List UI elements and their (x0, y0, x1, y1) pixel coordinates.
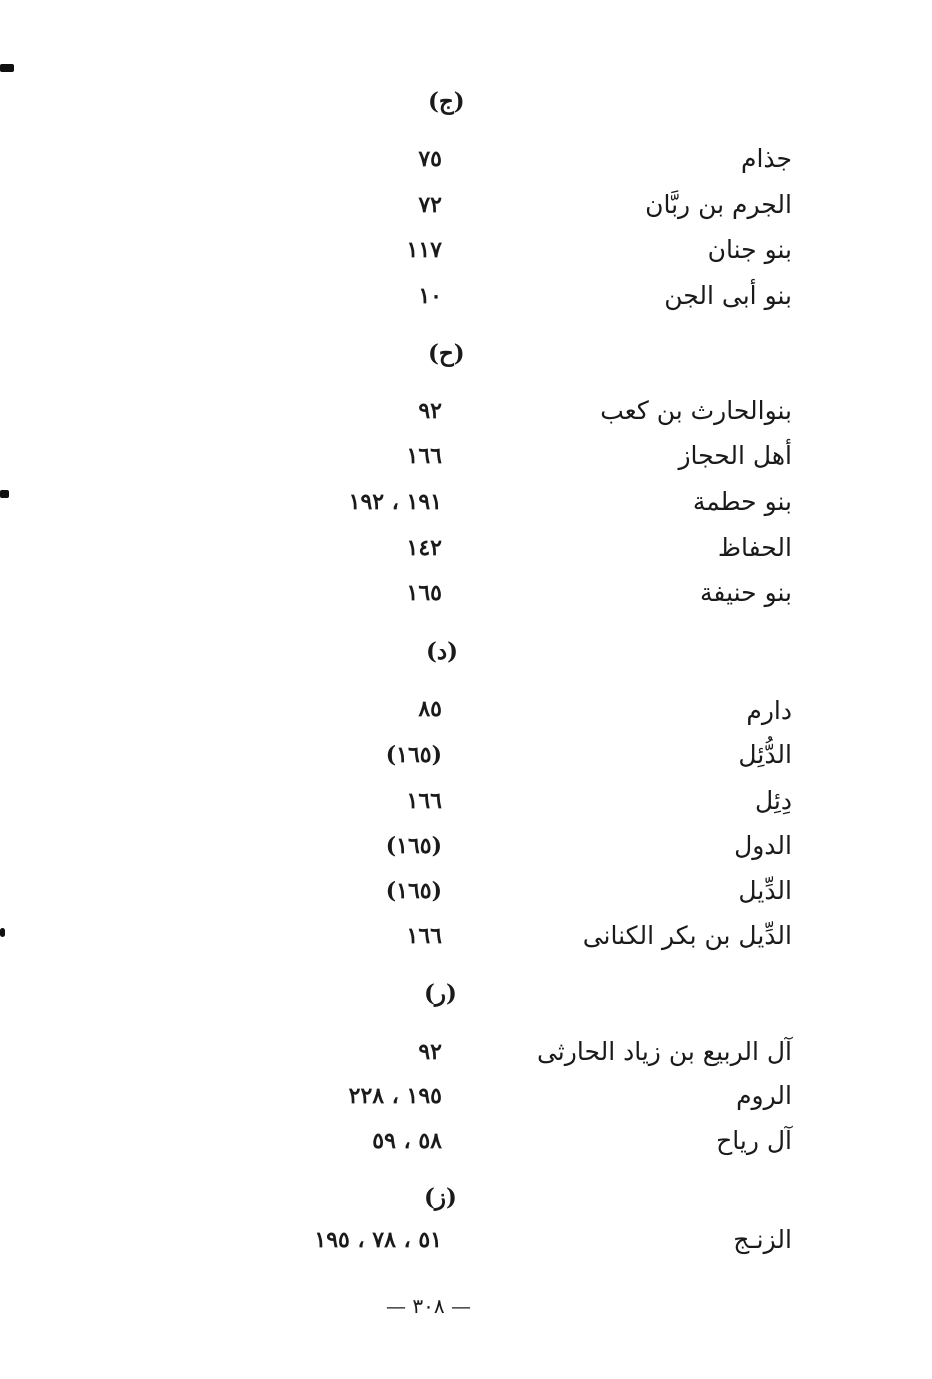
index-entry-pages: ٧٢ (418, 192, 442, 218)
index-entry-pages: ١٦٦ (406, 788, 442, 814)
index-entry-pages: (١٦٥) (385, 878, 442, 904)
index-entry-pages: ١١٧ (406, 237, 442, 263)
index-entry-pages: ٧٥ (418, 146, 442, 172)
index-entry-name: دِئِل (754, 786, 792, 815)
index-entry-name: بنوالحارث بن كعب (600, 396, 792, 425)
index-entry-pages: ١٤٢ (406, 535, 442, 561)
index-entry-pages: ٩٢ (418, 398, 442, 424)
index-entry-name: الزنـج (733, 1225, 792, 1254)
section-header-zay: (ز) (424, 1184, 457, 1211)
index-entry-name: بنو أبى الجن (664, 281, 792, 310)
index-entry-pages: ٨٥ (418, 696, 442, 722)
index-entry-name: الروم (736, 1081, 792, 1110)
index-entry-name: بنو جنان (707, 235, 792, 264)
index-entry-pages: ١٩٥ ، ٢٢٨ (348, 1083, 442, 1109)
index-entry-name: الدِّيل (738, 876, 792, 905)
index-entry-pages: ١٦٦ (406, 443, 442, 469)
index-entry-name: دارم (746, 696, 792, 725)
index-entry-pages: ١٦٥ (406, 580, 442, 606)
index-entry-name: آل الربيع بن زياد الحارثى (536, 1037, 792, 1066)
index-entry-name: بنو حطمة (692, 487, 792, 516)
scan-edge-mark (0, 64, 14, 72)
section-header-dal: (د) (426, 638, 459, 665)
index-entry-name: الدُّئِل (738, 740, 792, 769)
index-entry-pages: (١٦٥) (385, 833, 442, 859)
scan-edge-mark (0, 490, 9, 498)
index-entry-pages: ٥١ ، ٧٨ ، ١٩٥ (314, 1227, 442, 1253)
index-entry-pages: (١٦٥) (385, 742, 442, 768)
index-entry-name: الدِّيل بن بكر الكنانى (582, 921, 792, 950)
index-entry-name: أهل الحجاز (678, 441, 792, 470)
index-entry-name: الجرم بن ربَّان (645, 190, 792, 219)
index-entry-name: الدول (734, 831, 792, 860)
index-entry-pages: ١٦٦ (406, 923, 442, 949)
page-number: — ٣٠٨ — (386, 1294, 471, 1318)
section-header-jim: (ج) (428, 88, 465, 115)
index-entry-name: آل رياح (716, 1126, 792, 1155)
index-entry-pages: ٥٨ ، ٥٩ (372, 1128, 442, 1154)
section-header-ha: (ح) (428, 340, 465, 367)
index-entry-name: جذام (740, 144, 792, 173)
index-entry-name: بنو حنيفة (700, 578, 792, 607)
index-entry-name: الحفاظ (717, 533, 792, 562)
index-entry-pages: ١٩١ ، ١٩٢ (348, 489, 442, 515)
index-entry-pages: ١٠ (418, 283, 442, 309)
index-entry-pages: ٩٢ (418, 1039, 442, 1065)
section-header-ra: (ر) (424, 980, 457, 1007)
scan-edge-mark (0, 928, 5, 937)
